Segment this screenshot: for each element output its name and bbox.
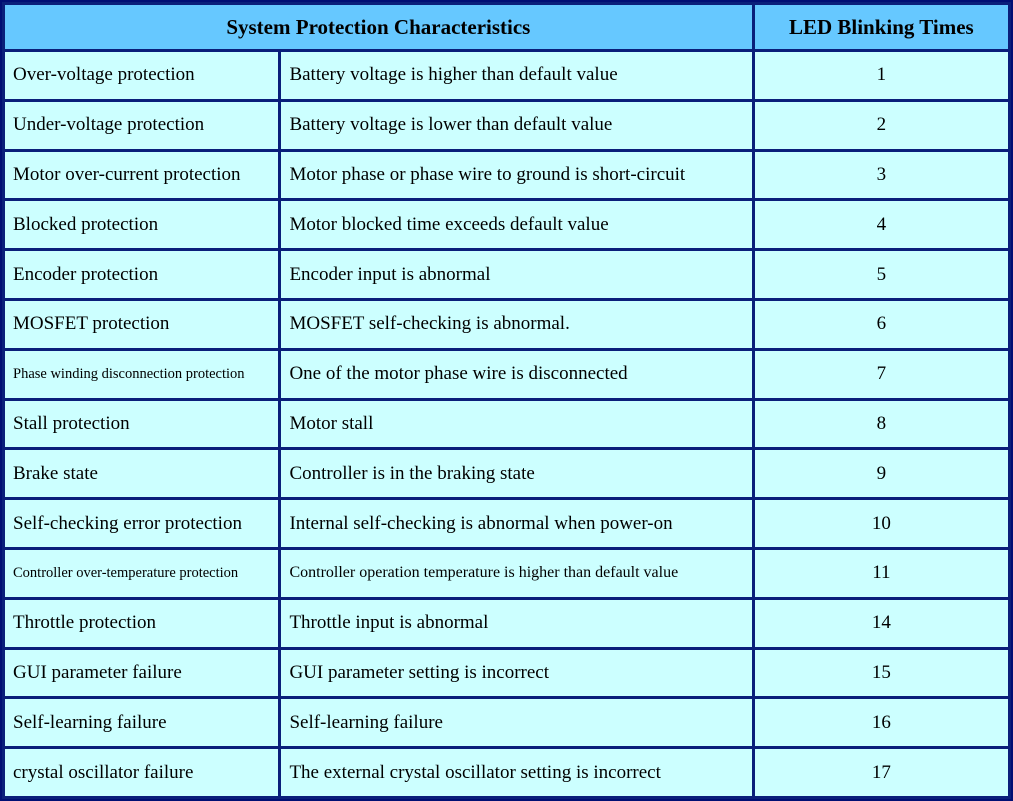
protection-description: Controller is in the braking state bbox=[281, 450, 751, 497]
protection-name: Controller over-temperature protection bbox=[5, 550, 278, 597]
table-row bbox=[5, 301, 1008, 348]
protection-description: The external crystal oscillator setting is incorrect bbox=[281, 749, 751, 796]
blink-count: 14 bbox=[755, 600, 1008, 647]
blink-count: 11 bbox=[755, 550, 1008, 597]
protection-name: Brake state bbox=[5, 450, 278, 497]
table-row bbox=[5, 650, 1008, 697]
table-row bbox=[5, 699, 1008, 746]
protection-description: GUI parameter setting is incorrect bbox=[281, 650, 751, 697]
blink-count: 6 bbox=[755, 301, 1008, 348]
protection-description: Throttle input is abnormal bbox=[281, 600, 751, 647]
protection-name: Over-voltage protection bbox=[5, 52, 278, 99]
table-row bbox=[5, 600, 1008, 647]
table-row bbox=[5, 52, 1008, 99]
table-header-row bbox=[5, 5, 1008, 49]
protection-name: Self-learning failure bbox=[5, 699, 278, 746]
table-row bbox=[5, 749, 1008, 796]
blink-count: 15 bbox=[755, 650, 1008, 697]
protection-description: One of the motor phase wire is disconnected bbox=[281, 351, 751, 398]
protection-name: Self-checking error protection bbox=[5, 500, 278, 547]
blink-count: 17 bbox=[755, 749, 1008, 796]
protection-description: Controller operation temperature is higher than default value bbox=[281, 550, 751, 597]
blink-count: 1 bbox=[755, 52, 1008, 99]
protection-description: Self-learning failure bbox=[281, 699, 751, 746]
protection-description: Motor phase or phase wire to ground is short-circuit bbox=[281, 152, 751, 199]
protection-description: Motor stall bbox=[281, 401, 751, 448]
blink-count: 2 bbox=[755, 102, 1008, 149]
blink-count: 3 bbox=[755, 152, 1008, 199]
header-led-blinking-times: LED Blinking Times bbox=[755, 5, 1008, 49]
header-system-protection: System Protection Characteristics bbox=[5, 5, 752, 49]
protection-name: MOSFET protection bbox=[5, 301, 278, 348]
protection-name: Blocked protection bbox=[5, 201, 278, 248]
blink-count: 16 bbox=[755, 699, 1008, 746]
protection-name: GUI parameter failure bbox=[5, 650, 278, 697]
protection-description: Internal self-checking is abnormal when power-on bbox=[281, 500, 751, 547]
protection-description: Motor blocked time exceeds default value bbox=[281, 201, 751, 248]
table-row bbox=[5, 152, 1008, 199]
protection-name: crystal oscillator failure bbox=[5, 749, 278, 796]
table-row bbox=[5, 401, 1008, 448]
protection-description: Battery voltage is lower than default value bbox=[281, 102, 751, 149]
table-row bbox=[5, 550, 1008, 597]
protection-table bbox=[2, 2, 1011, 799]
protection-name: Under-voltage protection bbox=[5, 102, 278, 149]
blink-count: 8 bbox=[755, 401, 1008, 448]
blink-count: 4 bbox=[755, 201, 1008, 248]
table-row bbox=[5, 351, 1008, 398]
protection-name: Phase winding disconnection protection bbox=[5, 351, 278, 398]
blink-count: 5 bbox=[755, 251, 1008, 298]
table-row bbox=[5, 201, 1008, 248]
protection-name: Stall protection bbox=[5, 401, 278, 448]
table-row bbox=[5, 450, 1008, 497]
protection-name: Encoder protection bbox=[5, 251, 278, 298]
protection-description: Encoder input is abnormal bbox=[281, 251, 751, 298]
blink-count: 9 bbox=[755, 450, 1008, 497]
blink-count: 10 bbox=[755, 500, 1008, 547]
table-row bbox=[5, 102, 1008, 149]
protection-description: Battery voltage is higher than default value bbox=[281, 52, 751, 99]
protection-description: MOSFET self-checking is abnormal. bbox=[281, 301, 751, 348]
protection-name: Motor over-current protection bbox=[5, 152, 278, 199]
protection-name: Throttle protection bbox=[5, 600, 278, 647]
table-row bbox=[5, 251, 1008, 298]
table-row bbox=[5, 500, 1008, 547]
blink-count: 7 bbox=[755, 351, 1008, 398]
